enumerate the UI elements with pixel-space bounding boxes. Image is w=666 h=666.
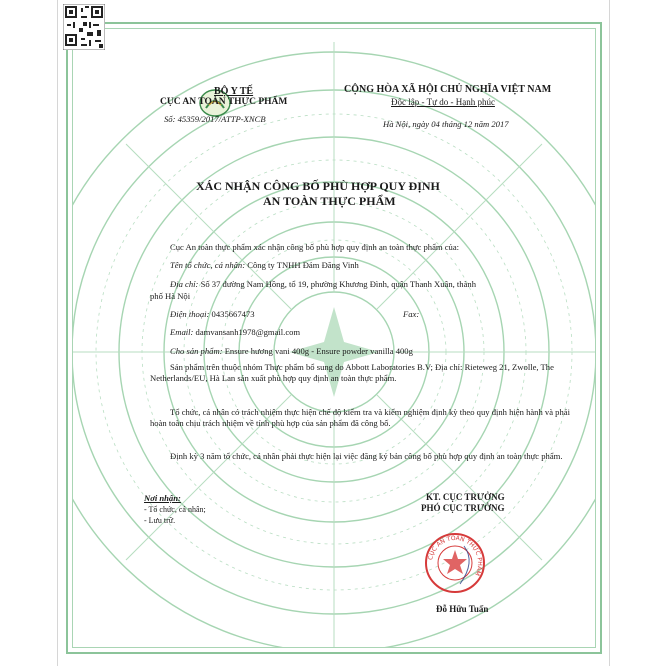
phone-row <box>170 309 255 319</box>
fax-label: Fax: <box>403 309 420 319</box>
country-name: CỘNG HÒA XÃ HỘI CHỦ NGHĨA VIỆT NAM <box>344 84 552 95</box>
ministry-name: BỘ Y TẾ <box>214 86 254 97</box>
address-row <box>170 279 476 289</box>
qr-code-icon <box>63 4 105 50</box>
issue-date: Hà Nội, ngày 04 tháng 12 năm 2017 <box>383 119 509 129</box>
recipient-item: - Tổ chức, cá nhân; <box>144 505 206 514</box>
document-number: Số: 45359/2017/ATTP-XNCB <box>164 114 266 124</box>
address-value-continued: phố Hà Nội <box>150 291 191 301</box>
product-label: Cho sản phẩm: <box>170 346 223 356</box>
seal-text: CỤC AN TOÀN THỰC PHẨM <box>427 534 484 577</box>
product-value: Ensure hương vani 400g - Ensure powder vanilla 400g <box>224 346 413 356</box>
recipient-item: - Lưu trữ. <box>144 516 176 525</box>
address-label: Địa chỉ: <box>170 279 199 289</box>
document-title-line1: XÁC NHẬN CÔNG BỐ PHÙ HỢP QUY ĐỊNH <box>196 179 440 193</box>
responsibility-paragraph: Tổ chức, cá nhân có trách nhiệm thực hiện chế độ kiểm tra và kiểm nghiệm định kỳ theo quy định hiện hành và phải hoàn toàn chịu trách nhiệm về tính phù hợp của sản phẩm đã công bố. <box>150 407 570 428</box>
department-name: CỤC AN TOÀN THỰC PHẨM <box>160 97 288 107</box>
signer-role: KT. CỤC TRƯỞNG <box>426 492 505 502</box>
email-label: Email: <box>170 327 194 337</box>
org-row <box>170 260 359 270</box>
phone-value: 0435667473 <box>211 309 255 319</box>
document-title-line2: AN TOÀN THỰC PHẨM <box>263 194 396 208</box>
manufacturer-paragraph: Sản phẩm trên thuộc nhóm Thực phẩm bổ sung do Abbott Laboratories B.V; Địa chỉ: Rieteweg 21, Zwolle, The Netherlands/EU, Hà Lan sản xuất phù hợp quy định an toàn thực phẩm. <box>150 362 554 383</box>
address-value: Số 37 đường Nam Hồng, tổ 19, phường Khương Đình, quận Thanh Xuân, thành <box>200 279 477 289</box>
signer-deputy-role: PHÓ CỤC TRƯỞNG <box>421 503 505 513</box>
phone-label: Điện thoại: <box>170 309 210 319</box>
org-label: Tên tổ chức, cá nhân: <box>170 260 246 270</box>
national-motto: Độc lập - Tự do - Hạnh phúc <box>391 97 495 107</box>
renewal-paragraph: Định kỳ 3 năm tổ chức, cá nhân phải thực hiện lại việc đăng ký bản công bố phù hợp quy định an toàn thực phẩm. <box>170 451 563 461</box>
org-value: Công ty TNHH Đảm Đăng Vinh <box>247 260 359 270</box>
product-row <box>170 346 413 356</box>
official-seal-icon <box>424 532 486 594</box>
email-row <box>170 327 300 337</box>
signer-name: Đỗ Hữu Tuấn <box>436 604 489 614</box>
document-border <box>66 22 602 654</box>
intro-text: Cục An toàn thực phẩm xác nhận công bố phù hợp quy định an toàn thực phẩm của: <box>170 242 460 252</box>
recipients-label: Nơi nhận: <box>144 493 181 503</box>
email-value: damvansanh1978@gmail.com <box>195 327 301 337</box>
